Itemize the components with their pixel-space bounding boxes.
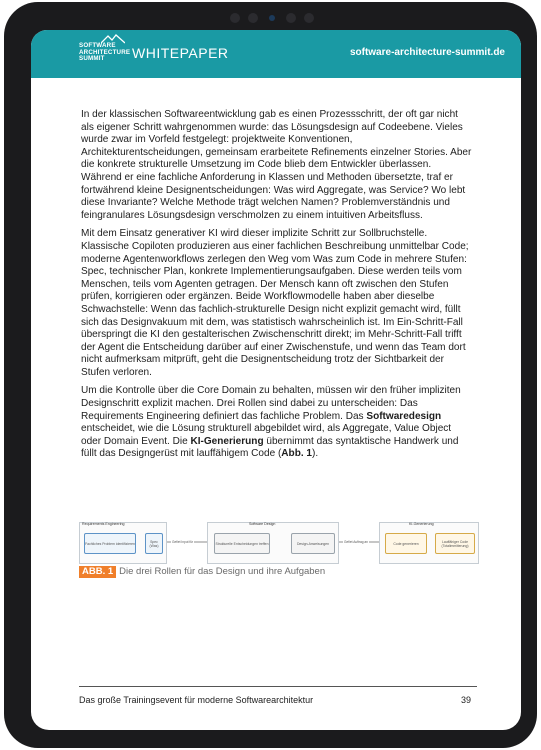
figure-reference: Abb. 1 (281, 448, 312, 460)
diagram-box: Spec (Was) (145, 533, 163, 554)
diagram-box: Strukturelle Entscheidungen treffen (214, 533, 270, 554)
logo-line: SUMMIT (79, 55, 105, 63)
footer-divider (79, 686, 477, 687)
process-diagram (79, 520, 477, 564)
header-title: WHITEPAPER (132, 45, 229, 61)
diagram-box: Fachliches Problem identifizieren (84, 533, 136, 554)
sensor-dot (248, 13, 258, 23)
camera-bar (226, 12, 322, 24)
text-run: Um die Kontrolle über die Core Domain zu behalten, müssen wir den früher impliziten Designschritt explizit machen. Drei Rollen sind dabei zu unterscheiden: Das Requirements Engineering definiert das fachliche Problem. Das (81, 385, 461, 422)
diagram-box: Design-Anweisungen (291, 533, 335, 554)
bold-term: Softwaredesign (366, 410, 442, 422)
logo-line: SOFTWARE (79, 42, 116, 49)
footer-text: Das große Trainingsevent für moderne Softwarearchitektur (79, 695, 314, 705)
caption-text: Die drei Rollen für das Design und ihre Aufgaben (119, 566, 326, 577)
header-site-link[interactable]: software-architecture-summit.de (349, 47, 505, 58)
summit-logo (79, 43, 130, 63)
bold-term: KI-Generierung (190, 435, 264, 447)
sensor-dot (286, 13, 296, 23)
page-number: 39 (460, 695, 471, 705)
logo-line: ARCHITECTURE (79, 48, 131, 56)
sensor-dot (230, 13, 240, 23)
paragraph: In der klassischen Softwareentwicklung gab es einen Prozessschritt, der oft gar nicht als eigener Schritt wahrgenommen wurde: das Lösungsdesign auf Codeebene. Vieles wurde zwar im Vorfeld festgelegt: projektweite Konventionen, Architekturentscheidungen, gemeinsam erarbeitete Refinements einzelner Stories. Aber die konkrete strukturelle Umsetzung im Code blieb dem Entwickler überlassen. Während er eine fachliche Anforderung in Klassen und Methoden übersetzte, traf er fortwährend kleine Designentscheidungen: Was wird Aggregate, was Service? Wo lebt diese Invariante? Welche Methode trägt welchen Namen? Problemverständnis und feingranulares Lösungsdesign verschmolzen zu einem intuitiven Arbeitsfluss. (81, 109, 472, 221)
diagram-box: Lauffähiger Code (Totalimmitierung) (435, 533, 475, 554)
lane-title: KI-Generierung (409, 522, 434, 526)
figure-caption (79, 566, 325, 578)
page-header (31, 30, 521, 78)
camera-lens (269, 15, 275, 21)
lane-title: Software Design (249, 522, 276, 526)
sensor-dot (304, 13, 314, 23)
text-run: ). (312, 448, 319, 460)
lane-title: Requirements Engineering (82, 522, 125, 526)
text-run: übernimmt das syntaktische Handwerk und füllt das Designgerüst mit lauffähigem Code ( (81, 435, 459, 460)
document-page[interactable] (31, 30, 521, 730)
text-run: entscheidet, wie die Lösung strukturell abgebildet wird, als Aggregate, Value Object oder Domain Event. Die (81, 423, 452, 447)
diagram-box: Code generieren (385, 533, 427, 554)
arrow-label: Gefiet Auftrag an (344, 540, 368, 544)
paragraph (81, 385, 473, 461)
arrow-label: Gefiet Input für (172, 540, 194, 544)
paragraph: Mit dem Einsatz generativer KI wird dieser implizite Schritt zur Sollbruchstelle. Klassische Copiloten produzieren aus einer fachlichen Beschreibung unmittelbar Code; moderne Agentenworkflows zerlegen den Weg vom Was zum Code in mehrere Stufen: Spec, technischer Plan, konkrete Implementierungsaufgaben. Diese werden teils vom Menschen, teils vom Agenten getragen. Der Mensch kann oft zwischen den Stufen prüfen, korrigieren oder ergänzen. Beide Workflowmodelle haben aber dieselbe Schwachstelle: Wenn das fachlich-strukturelle Design nicht explizit gemacht wird, füllt sich das Designvakuum mit dem, was statistisch wahrscheinlich ist. Im Ein-Schritt-Fall überspringt die KI den gestalterischen Zwischenschritt direkt; im Mehr-Schritt-Fall trifft der Agent die Entscheidung darüber auf einer Zwischenstufe, und wenn das Team dort nicht aufmerksam mitprüft, geht die Designentscheidung trotz der Sichtbarkeit der Stufen verloren. (81, 228, 469, 378)
figure-tag: ABB. 1 (79, 566, 116, 578)
tablet-frame (4, 2, 537, 748)
article-body (81, 109, 473, 467)
